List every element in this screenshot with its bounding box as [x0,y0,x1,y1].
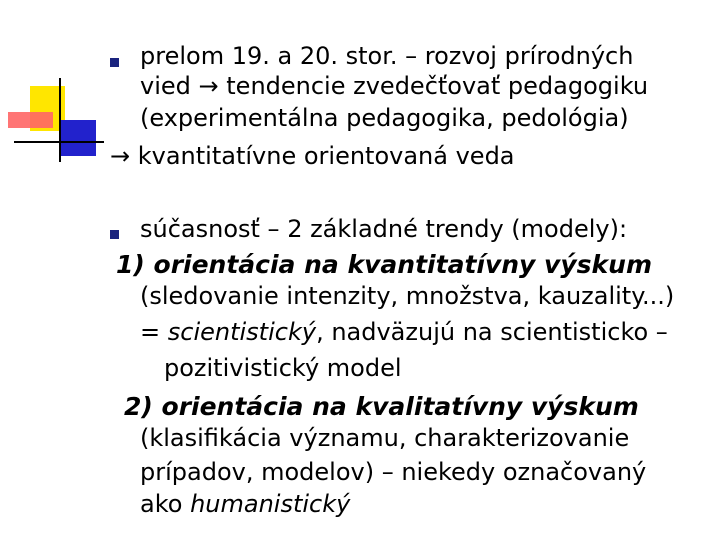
quantitative-desc-line2-rest: , nadväzujú na scientisticko – [316,318,668,346]
bullet1-line2-end: tendencie zvedečťovať pedagogiku [226,72,649,100]
right-arrow-icon: → [198,72,219,100]
square-bullet-icon [110,58,119,67]
qualitative-desc-line3 [140,488,350,520]
square-bullet-icon [110,230,119,239]
qualitative-desc-line1: (klasifikácia významu, charakterizovanie [140,424,630,452]
decorative-corner-graphic [0,0,120,170]
qualitative-desc-line3-start: ako [140,490,191,518]
bullet1-line4 [110,140,515,172]
bullet1-line2 [140,70,648,102]
bullet2-line1: súčasnosť – 2 základné trendy (modely): [140,215,628,243]
bullet1-line2-start: vied [140,72,191,100]
quantitative-desc-line2 [140,316,668,348]
deco-blue-square [60,120,96,156]
quantitative-science-text: kvantitatívne orientovaná veda [137,142,515,170]
quantitative-desc-line3: pozitivistický model [164,354,402,382]
right-arrow-icon: → [110,142,131,170]
qualitative-desc-line2: prípadov, modelov) – niekedy označovaný [140,458,647,486]
bullet1-line1: prelom 19. a 20. stor. – rozvoj prírodných [140,42,634,70]
scientistic-term: scientistický [167,318,317,346]
quantitative-desc-line1: (sledovanie intenzity, množstva, kauzality...) [140,282,675,310]
equals-sign: = [140,318,168,346]
heading-quantitative-research: 1) orientácia na kvantitatívny výskum [116,250,652,279]
humanistic-term: humanistický [190,490,351,518]
deco-red-bar [8,112,53,128]
bullet1-line3: (experimentálna pedagogika, pedológia) [140,104,629,132]
heading-qualitative-research: 2) orientácia na kvalitatívny výskum [124,392,639,421]
